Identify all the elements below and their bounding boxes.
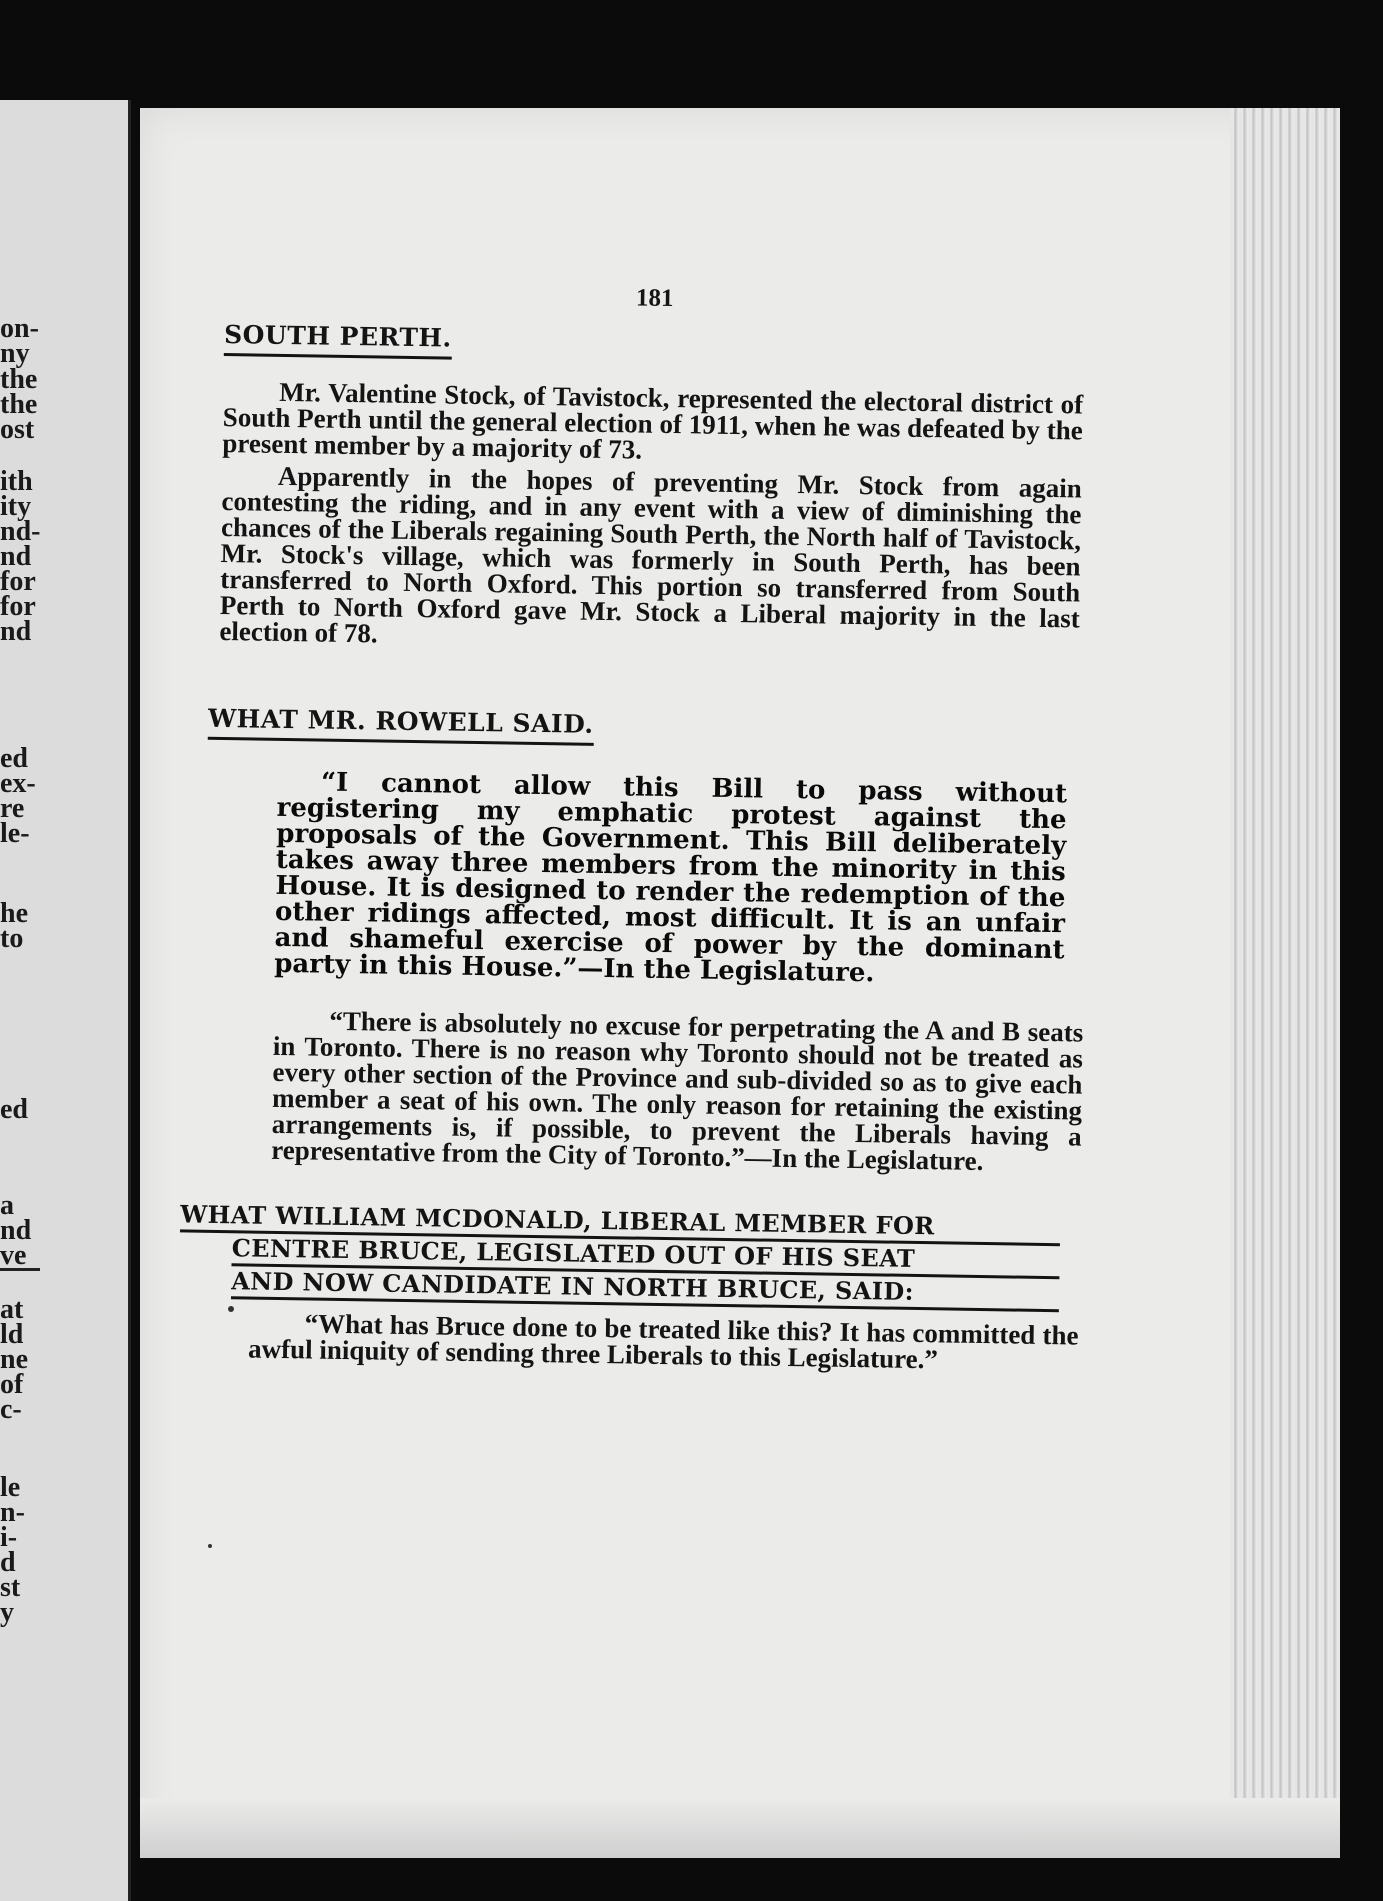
- left-fragment: ve: [0, 1240, 27, 1271]
- left-fragment: the: [0, 364, 38, 395]
- section-heading: [224, 320, 452, 360]
- right-page: [140, 108, 1340, 1858]
- left-fragment: y: [0, 1597, 14, 1628]
- left-fragment: a: [0, 1190, 14, 1221]
- left-fragment: on-: [0, 313, 39, 344]
- left-fragment: re: [0, 793, 25, 824]
- left-fragment: le: [0, 1472, 21, 1503]
- heading-text: SOUTH PERTH.: [223, 319, 452, 353]
- heading-line: WHAT WILLIAM MCDONALD, LIBERAL MEMBER FOR: [180, 1199, 935, 1241]
- left-fragment: nd: [0, 541, 32, 572]
- left-fragment: ost: [0, 414, 35, 445]
- quotation: “I cannot allow this Bill to pass without registering my emphatic protest against the proposals of the Government. This Bill deliberately takes away three members from the minority in this House. It is designed to render the redemption of the other ridings affected, most difficult. It is an unfair and shameful exercise of power by the dominant party in this House.”—In the Legislature.: [273, 767, 1068, 989]
- heading-text: WHAT MR. ROWELL SAID.: [207, 703, 594, 739]
- section-heading: [208, 704, 594, 746]
- left-fragment: ith: [0, 466, 33, 497]
- left-fragment: le-: [0, 818, 30, 849]
- left-fragment: of: [0, 1369, 24, 1400]
- quotation: “There is absolutely no excuse for perpetrating the A and B seats in Toronto. There is no reason why Toronto should not be treated as every other section of the Province and sub-divided so as to give each member a seat of his own. The only reason for retaining the existing arrangements is, if possible, to prevent the Liberals having a representative from the City of Toronto.”—In the Legislature.: [271, 1005, 1084, 1177]
- left-fragment: ld: [0, 1319, 24, 1350]
- left-fragment: he: [0, 898, 28, 929]
- page-content: [180, 278, 1085, 1375]
- page-edges: [1230, 108, 1340, 1858]
- left-fragment: for: [0, 566, 36, 597]
- paragraph: Apparently in the hopes of preventing Mr. Stock from again contesting the riding, and in any event with a view of diminishing the chances of the Liberals regaining South Perth, the North half of Tavistock, Mr. Stock's village, which was formerly in South Perth, has been transferred to North Oxford. This portion so transferred from South Perth to North Oxford gave Mr. Stock a Liberal majority in the last election of 78.: [219, 460, 1083, 649]
- section-rowell: [207, 644, 1084, 1177]
- left-fragment: to: [0, 923, 24, 954]
- left-fragment: the: [0, 389, 38, 420]
- heading-underline: [224, 353, 452, 360]
- left-fragment: ne: [0, 1344, 28, 1375]
- heading-line: CENTRE BRUCE, LEGISLATED OUT OF HIS SEAT: [231, 1233, 916, 1273]
- ink-speck: [208, 1544, 212, 1548]
- left-facing-page: [0, 100, 131, 1901]
- left-fragment: nd-: [0, 516, 41, 547]
- quotation: “What has Bruce done to be treated like this? It has committed the awful iniquity of sending three Liberals to this Legislature.”: [247, 1308, 1079, 1375]
- left-fragment: ex-: [0, 768, 36, 799]
- left-fragment: ny: [0, 338, 30, 369]
- paragraph: Mr. Valentine Stock, of Tavistock, represented the electoral district of South Perth until the general election of 1911, when he was defeated by the present member by a majority of 73.: [222, 376, 1084, 465]
- left-fragment: i-: [0, 1522, 18, 1553]
- left-fragment: for: [0, 591, 36, 622]
- section-heading: [179, 1199, 1060, 1312]
- left-fragment: nd: [0, 616, 32, 647]
- heading-line: AND NOW CANDIDATE IN NORTH BRUCE, SAID:: [231, 1266, 915, 1306]
- left-fragment: ity: [0, 491, 32, 522]
- left-fragment: ed: [0, 1094, 28, 1125]
- left-fragment: n-: [0, 1497, 25, 1528]
- left-fragment: nd: [0, 1215, 32, 1246]
- left-fragment: c-: [0, 1394, 22, 1425]
- page-bottom-shadow: [140, 1798, 1340, 1858]
- heading-underline: [208, 737, 594, 746]
- left-fragment: st: [0, 1572, 21, 1603]
- section-south-perth: [219, 320, 1084, 657]
- page-number: 181: [635, 284, 674, 313]
- left-fragment: at: [0, 1294, 24, 1325]
- left-fragment: d: [0, 1547, 16, 1578]
- section-mcdonald: [180, 1199, 1079, 1375]
- left-fragment: ed: [0, 743, 28, 774]
